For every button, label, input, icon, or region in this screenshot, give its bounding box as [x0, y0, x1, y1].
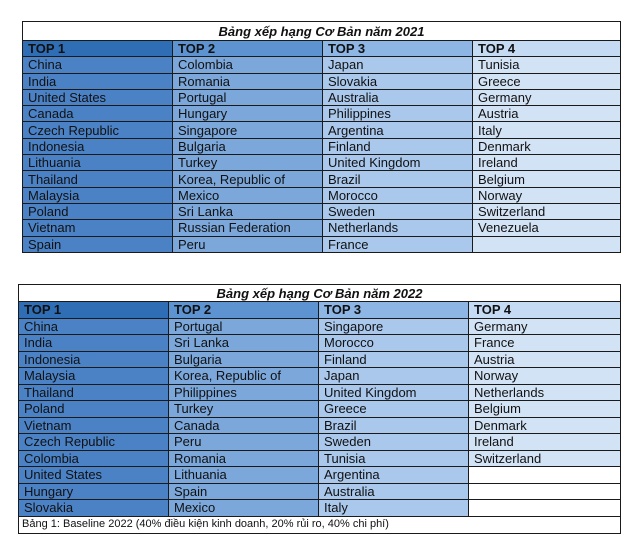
table-row — [23, 203, 621, 219]
table-cell: Indonesia — [19, 351, 169, 368]
table-row — [23, 122, 621, 138]
table-cell: Peru — [169, 434, 319, 451]
table-row — [19, 351, 621, 368]
table-row — [19, 401, 621, 418]
table-cell: China — [19, 318, 169, 335]
table-row — [19, 467, 621, 484]
table-caption-row — [19, 516, 621, 533]
table-cell: Denmark — [469, 417, 621, 434]
table-row — [19, 450, 621, 467]
table-cell: Brazil — [319, 417, 469, 434]
table-cell: Slovakia — [323, 73, 473, 89]
table-cell: Sweden — [323, 203, 473, 219]
table-cell: Ireland — [473, 155, 621, 171]
ranking-table-2022 — [18, 284, 621, 534]
table-cell: Slovakia — [19, 500, 169, 517]
table-cell: Italy — [473, 122, 621, 138]
table-cell: Germany — [473, 89, 621, 105]
table-cell: United Kingdom — [319, 384, 469, 401]
table-header-row — [19, 302, 621, 319]
table-row — [23, 106, 621, 122]
table-cell: Japan — [319, 368, 469, 385]
table-row — [23, 89, 621, 105]
table-row — [19, 417, 621, 434]
table-cell: Romania — [169, 450, 319, 467]
table-row — [23, 138, 621, 154]
table-cell: Finland — [319, 351, 469, 368]
table-cell: Portugal — [173, 89, 323, 105]
table-cell: Hungary — [19, 483, 169, 500]
table-cell: Canada — [23, 106, 173, 122]
table-cell — [473, 236, 621, 252]
table-cell: Mexico — [169, 500, 319, 517]
table-caption: Bảng 1: Baseline 2022 (40% điều kiện kinh doanh, 20% rủi ro, 40% chi phí) — [19, 516, 621, 533]
table-cell: Vietnam — [23, 220, 173, 236]
table-cell: Indonesia — [23, 138, 173, 154]
table-row — [19, 384, 621, 401]
table-cell: United States — [23, 89, 173, 105]
table-cell: Hungary — [173, 106, 323, 122]
table-row — [19, 500, 621, 517]
table-cell: Poland — [23, 203, 173, 219]
table-row — [19, 335, 621, 352]
table-cell: Poland — [19, 401, 169, 418]
table-row — [19, 434, 621, 451]
table-cell: Czech Republic — [19, 434, 169, 451]
table-cell: Philippines — [169, 384, 319, 401]
table-cell: Greece — [473, 73, 621, 89]
table-cell: Lithuania — [169, 467, 319, 484]
table-cell: Korea, Republic of — [169, 368, 319, 385]
table-row — [23, 155, 621, 171]
table-cell: Norway — [473, 187, 621, 203]
table-cell: Mexico — [173, 187, 323, 203]
column-header-top4: TOP 4 — [469, 302, 621, 319]
table-cell: Czech Republic — [23, 122, 173, 138]
table-cell: Tunisia — [319, 450, 469, 467]
table-cell — [469, 467, 621, 484]
table-cell: Brazil — [323, 171, 473, 187]
table-cell: Greece — [319, 401, 469, 418]
table-row — [23, 171, 621, 187]
table-cell: Switzerland — [473, 203, 621, 219]
table-cell: China — [23, 57, 173, 73]
ranking-table-2021 — [22, 21, 621, 253]
table-cell: Colombia — [19, 450, 169, 467]
table-cell: Sri Lanka — [169, 335, 319, 352]
column-header-top3: TOP 3 — [323, 41, 473, 57]
table-cell: Denmark — [473, 138, 621, 154]
table-cell: Peru — [173, 236, 323, 252]
table-cell: Sweden — [319, 434, 469, 451]
table-cell: Austria — [473, 106, 621, 122]
table-cell: Spain — [169, 483, 319, 500]
table-cell: Belgium — [469, 401, 621, 418]
table-cell: Netherlands — [323, 220, 473, 236]
table-cell: Singapore — [319, 318, 469, 335]
table-cell: Australia — [319, 483, 469, 500]
column-header-top3: TOP 3 — [319, 302, 469, 319]
table-cell: India — [23, 73, 173, 89]
table-cell: Argentina — [319, 467, 469, 484]
table-cell: Netherlands — [469, 384, 621, 401]
table-row — [19, 318, 621, 335]
table-row — [23, 73, 621, 89]
table-row — [23, 236, 621, 252]
table-cell: Turkey — [173, 155, 323, 171]
table-cell: Thailand — [23, 171, 173, 187]
table-cell: Venezuela — [473, 220, 621, 236]
table-cell: Morocco — [323, 187, 473, 203]
table-cell: Ireland — [469, 434, 621, 451]
table-cell: Singapore — [173, 122, 323, 138]
table-cell: United States — [19, 467, 169, 484]
column-header-top1: TOP 1 — [19, 302, 169, 319]
column-header-top1: TOP 1 — [23, 41, 173, 57]
table-cell: Argentina — [323, 122, 473, 138]
table-cell: United Kingdom — [323, 155, 473, 171]
table-cell: Malaysia — [19, 368, 169, 385]
table-title: Bảng xếp hạng Cơ Bản năm 2022 — [19, 285, 621, 302]
table-cell: Germany — [469, 318, 621, 335]
table-row — [23, 57, 621, 73]
table-cell: Austria — [469, 351, 621, 368]
column-header-top2: TOP 2 — [173, 41, 323, 57]
table-cell: Japan — [323, 57, 473, 73]
table-cell: Belgium — [473, 171, 621, 187]
table-cell: Thailand — [19, 384, 169, 401]
table-row — [19, 368, 621, 385]
table-row — [23, 220, 621, 236]
table-cell: Australia — [323, 89, 473, 105]
table-cell: Finland — [323, 138, 473, 154]
table-cell — [469, 483, 621, 500]
table-cell: Turkey — [169, 401, 319, 418]
table-row — [19, 483, 621, 500]
table-cell: Korea, Republic of — [173, 171, 323, 187]
table-title: Bảng xếp hạng Cơ Bản năm 2021 — [23, 22, 621, 41]
column-header-top4: TOP 4 — [473, 41, 621, 57]
table-row — [23, 187, 621, 203]
table-cell: France — [323, 236, 473, 252]
table-cell: Philippines — [323, 106, 473, 122]
table-cell: Tunisia — [473, 57, 621, 73]
table-header-row — [23, 41, 621, 57]
table-cell: France — [469, 335, 621, 352]
table-cell: Romania — [173, 73, 323, 89]
table-cell: Bulgaria — [169, 351, 319, 368]
table-cell: Bulgaria — [173, 138, 323, 154]
table-cell: Portugal — [169, 318, 319, 335]
table-cell: Vietnam — [19, 417, 169, 434]
table-cell: Lithuania — [23, 155, 173, 171]
table-cell: Colombia — [173, 57, 323, 73]
table-cell: Russian Federation — [173, 220, 323, 236]
table-cell: Italy — [319, 500, 469, 517]
table-cell: India — [19, 335, 169, 352]
table-cell: Spain — [23, 236, 173, 252]
table-cell — [469, 500, 621, 517]
table-cell: Canada — [169, 417, 319, 434]
table-cell: Morocco — [319, 335, 469, 352]
table-cell: Switzerland — [469, 450, 621, 467]
column-header-top2: TOP 2 — [169, 302, 319, 319]
table-title-row — [23, 22, 621, 41]
table-title-row — [19, 285, 621, 302]
table-cell: Sri Lanka — [173, 203, 323, 219]
table-cell: Malaysia — [23, 187, 173, 203]
table-cell: Norway — [469, 368, 621, 385]
